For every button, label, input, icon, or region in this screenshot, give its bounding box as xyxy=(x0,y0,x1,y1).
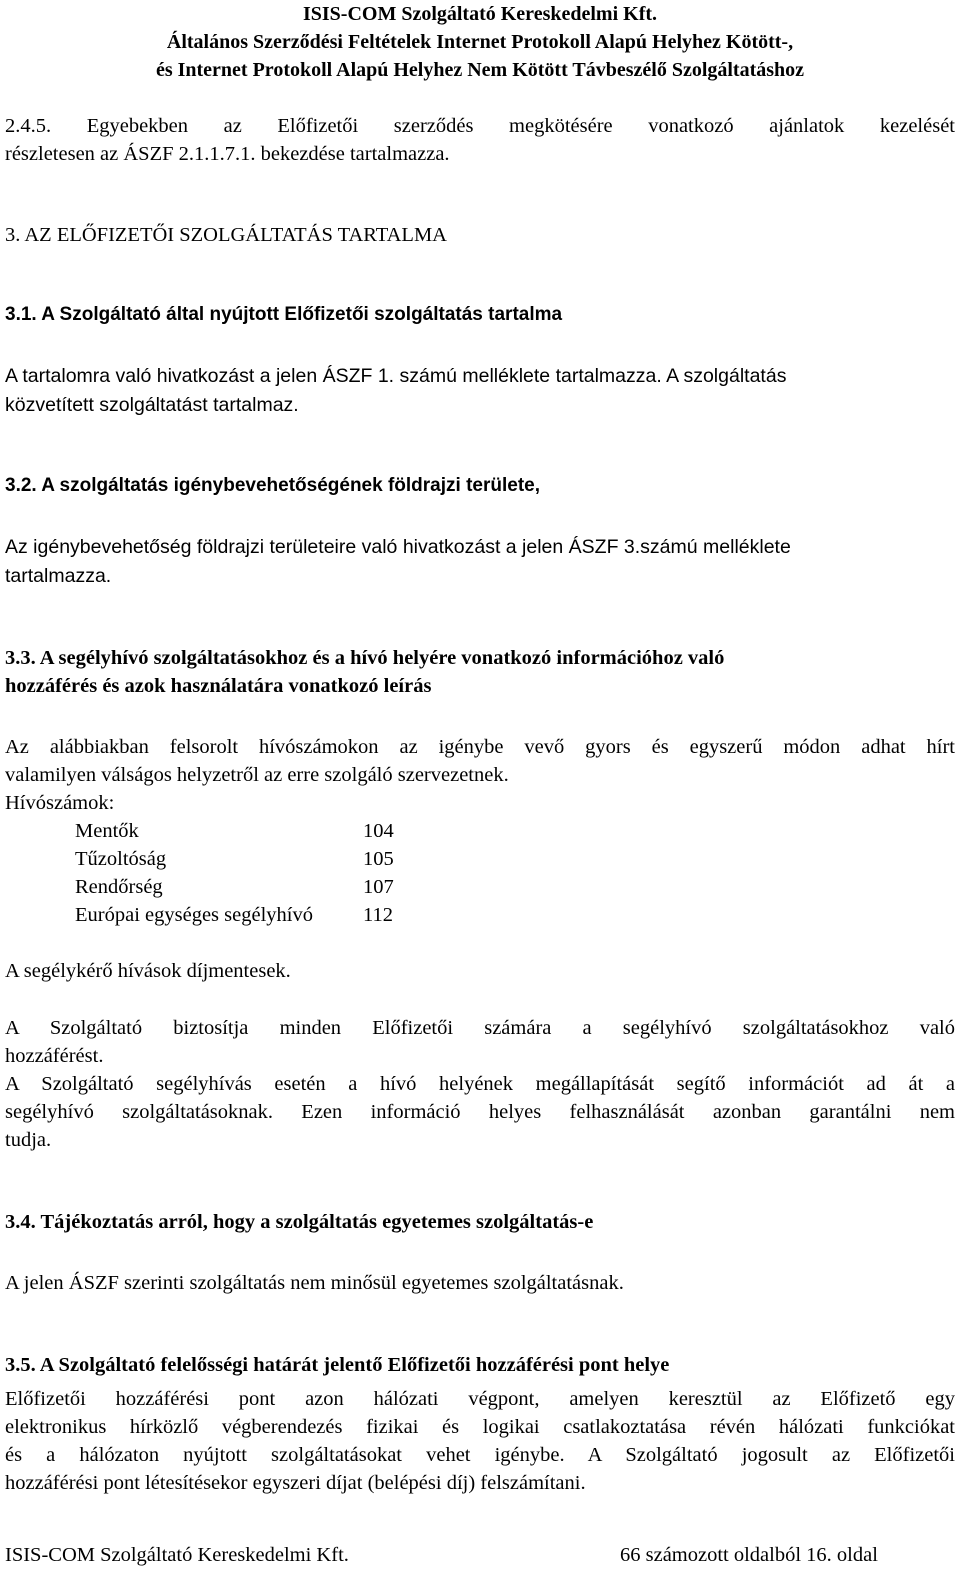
section-2-4-5-line2: részletesen az ÁSZF 2.1.1.7.1. bekezdése tartalmazza. xyxy=(5,143,450,165)
header-company: ISIS-COM Szolgáltató Kereskedelmi Kft. xyxy=(302,3,658,25)
section-3-3-p3-line1: A Szolgáltató segélyhívás esetén a hívó helyének megállapítását segítő információt ad át a xyxy=(5,1073,955,1095)
list-item-name: Európai egységes segélyhívó xyxy=(75,904,313,926)
section-3-5-line1: Előfizetői hozzáférési pont azon hálózati végpont, amelyen keresztül az Előfizető egy xyxy=(5,1388,955,1410)
list-item-number: 112 xyxy=(363,904,393,926)
section-3-5-title: 3.5. A Szolgáltató felelősségi határát jelentő Előfizetői hozzáférési pont helye xyxy=(5,1354,670,1376)
list-item-name: Mentők xyxy=(75,820,139,842)
section-3-5-line3: és a hálózaton nyújtott szolgáltatásokat vehet igénybe. A Szolgáltató jogosult az Előfizetői xyxy=(5,1444,955,1466)
section-3-2-line2: tartalmazza. xyxy=(5,565,112,587)
list-item-name: Rendőrség xyxy=(75,876,163,898)
section-3-4-line1: A jelen ÁSZF szerinti szolgáltatás nem minősül egyetemes szolgáltatásnak. xyxy=(5,1272,624,1294)
section-2-4-5-line1: 2.4.5. Egyebekben az Előfizetői szerződés megkötésére vonatkozó ajánlatok kezelését xyxy=(5,115,955,137)
list-item-name: Tűzoltóság xyxy=(75,848,167,870)
section-3-3-p1-line1: Az alábbiakban felsorolt hívószámokon az igénybe vevő gyors és egyszerű módon adhat hírt xyxy=(5,736,955,758)
section-3-3-p3-line3: tudja. xyxy=(5,1129,52,1151)
section-3-3-title-line1: 3.3. A segélyhívó szolgáltatásokhoz és a hívó helyére vonatkozó információhoz való xyxy=(5,647,725,669)
free-calls-note: A segélykérő hívások díjmentesek. xyxy=(5,960,291,982)
chapter-3-title: 3. AZ ELŐFIZETŐI SZOLGÁLTATÁS TARTALMA xyxy=(5,224,447,246)
section-3-1-line1: A tartalomra való hivatkozást a jelen ÁSZF 1. számú melléklete tartalmazza. A szolgáltatás xyxy=(5,365,787,387)
header-title-line1: Általános Szerződési Feltételek Internet Protokoll Alapú Helyhez Kötött-, xyxy=(166,31,794,53)
list-item-number: 107 xyxy=(363,876,394,898)
list-item-number: 105 xyxy=(363,848,394,870)
section-3-1-title: 3.1. A Szolgáltató által nyújtott Előfizetői szolgáltatás tartalma xyxy=(5,304,563,325)
footer-page-number: 66 számozott oldalból 16. oldal xyxy=(620,1544,878,1566)
section-3-3-p2-line2: hozzáférést. xyxy=(5,1045,104,1067)
section-3-4-title: 3.4. Tájékoztatás arról, hogy a szolgáltatás egyetemes szolgáltatás-e xyxy=(5,1211,594,1233)
footer-company: ISIS-COM Szolgáltató Kereskedelmi Kft. xyxy=(5,1544,349,1566)
numbers-label: Hívószámok: xyxy=(5,792,115,814)
section-3-5-line4: hozzáférési pont létesítésekor egyszeri díjat (belépési díj) felszámítani. xyxy=(5,1472,586,1494)
section-3-1-line2: közvetített szolgáltatást tartalmaz. xyxy=(5,394,299,416)
list-item-number: 104 xyxy=(363,820,394,842)
section-3-5-line2: elektronikus hírközlő végberendezés fizikai és logikai csatlakoztatása révén hálózati funkciókat xyxy=(5,1416,955,1438)
section-3-2-title: 3.2. A szolgáltatás igénybevehetőségének földrajzi területe, xyxy=(5,475,540,496)
section-3-2-line1: Az igénybevehetőség földrajzi területeire való hivatkozást a jelen ÁSZF 3.számú melléklete xyxy=(5,536,791,558)
section-3-3-p1-line2: valamilyen válságos helyzetről az erre szolgáló szervezetnek. xyxy=(5,764,509,786)
section-3-3-p2-line1: A Szolgáltató biztosítja minden Előfizetői számára a segélyhívó szolgáltatásokhoz való xyxy=(5,1017,955,1039)
header-title-line2: és Internet Protokoll Alapú Helyhez Nem Kötött Távbeszélő Szolgáltatáshoz xyxy=(155,59,805,81)
section-3-3-title-line2: hozzáférés és azok használatára vonatkozó leírás xyxy=(5,675,432,697)
section-3-3-p3-line2: segélyhívó szolgáltatásoknak. Ezen információ helyes felhasználását azonban garantálni nem xyxy=(5,1101,955,1123)
